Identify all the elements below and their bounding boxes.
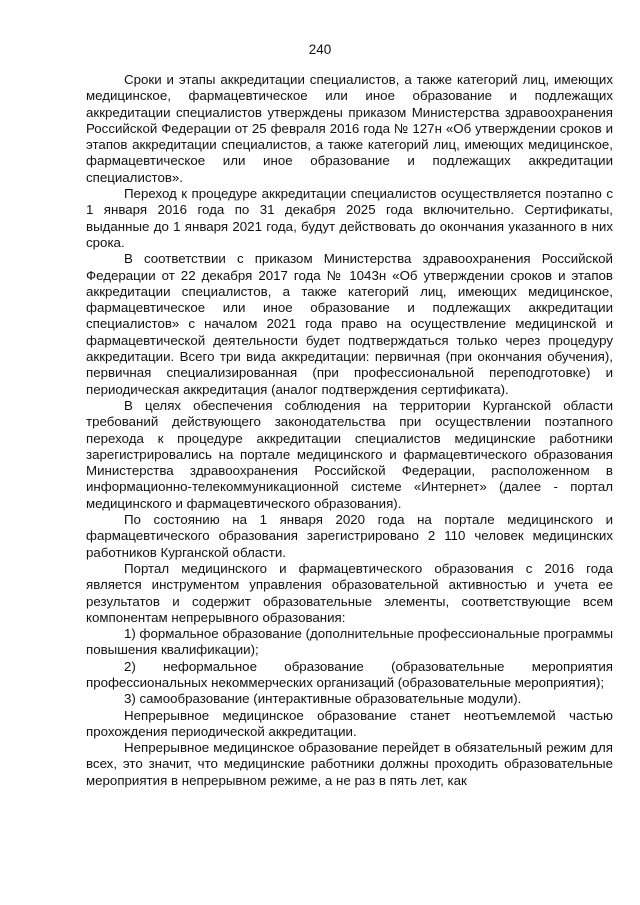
list-item-informal-education: 2) неформальное образование (образовательные мероприятия профессиональных некоммерческих организаций (образовательные мероприятия); xyxy=(86,658,613,690)
paragraph-continuous-education: Непрерывное медицинское образование станет неотъемлемой частью прохождения периодической аккредитации. xyxy=(86,707,613,739)
paragraph-accreditation-terms: Сроки и этапы аккредитации специалистов, а также категорий лиц, имеющих медицинское, фармацевтическое или иное образование и подлежащих аккредитации специалистов утверждены приказом Министерства здравоохранения Российской Федерации от 25 февраля 2016 года № 127н «Об утверждении сроков и этапов аккредитации специалистов, а также категорий лиц, имеющих медицинское, фармацевтическое или иное образование и подлежащих аккредитации специалистов». xyxy=(86,72,613,185)
body-text xyxy=(86,72,613,789)
paragraph-mandatory-mode: Непрерывное медицинское образование перейдет в обязательный режим для всех, это значит, что медицинские работники должны проходить образовательные мероприятия в непрерывном режиме, а не раз в пять лет, как xyxy=(86,740,613,788)
paragraph-transition-period: Переход к процедуре аккредитации специалистов осуществляется поэтапно с 1 января 2016 года по 31 декабря 2025 года включительно. Сертификаты, выданные до 1 января 2021 года, будут действовать до окончания указанного в них срока. xyxy=(86,186,613,250)
paragraph-registered-count: По состоянию на 1 января 2020 года на портале медицинского и фармацевтического образования зарегистрировано 2 110 человек медицинских работников Курганской области. xyxy=(86,512,613,560)
list-item-formal-education: 1) формальное образование (дополнительные профессиональные программы повышения квалификации); xyxy=(86,626,613,658)
paragraph-accreditation-types: В соответствии с приказом Министерства здравоохранения Российской Федерации от 22 декабря 2017 года № 1043н «Об утверждении сроков и этапов аккредитации специалистов, а также категорий лиц, имеющих медицинское, фармацевтическое или иное образование и подлежащих аккредитации специалистов» с началом 2021 года право на осуществление медицинской и фармацевтической деятельности будет подтверждаться только через процедуру аккредитации. Всего три вида аккредитации: первичная (при окончания обучения), первичная специализированная (при профессиональной переподготовке) и периодическая аккредитация (аналог подтверждения сертификата). xyxy=(86,251,613,397)
list-item-self-education: 3) самообразование (интерактивные образовательные модули). xyxy=(124,691,522,707)
paragraph-portal-registration: В целях обеспечения соблюдения на территории Курганской области требований действующего законодательства при осуществлении поэтапного перехода к процедуре аккредитации специалистов медицинские работники зарегистрировались на портале медицинского и фармацевтического образования Министерства здравоохранения Российской Федерации, расположенном в информационно-телекоммуникационной системе «Интернет» (далее - портал медицинского и фармацевтического образования). xyxy=(86,397,613,511)
paragraph-portal-description: Портал медицинского и фармацевтического образования с 2016 года является инструментом управления образовательной активностью и учета ее результатов и содержит образовательные элементы, соответствующие всем компонентам непрерывного образования: xyxy=(86,560,613,625)
page-number: 240 xyxy=(308,42,332,57)
